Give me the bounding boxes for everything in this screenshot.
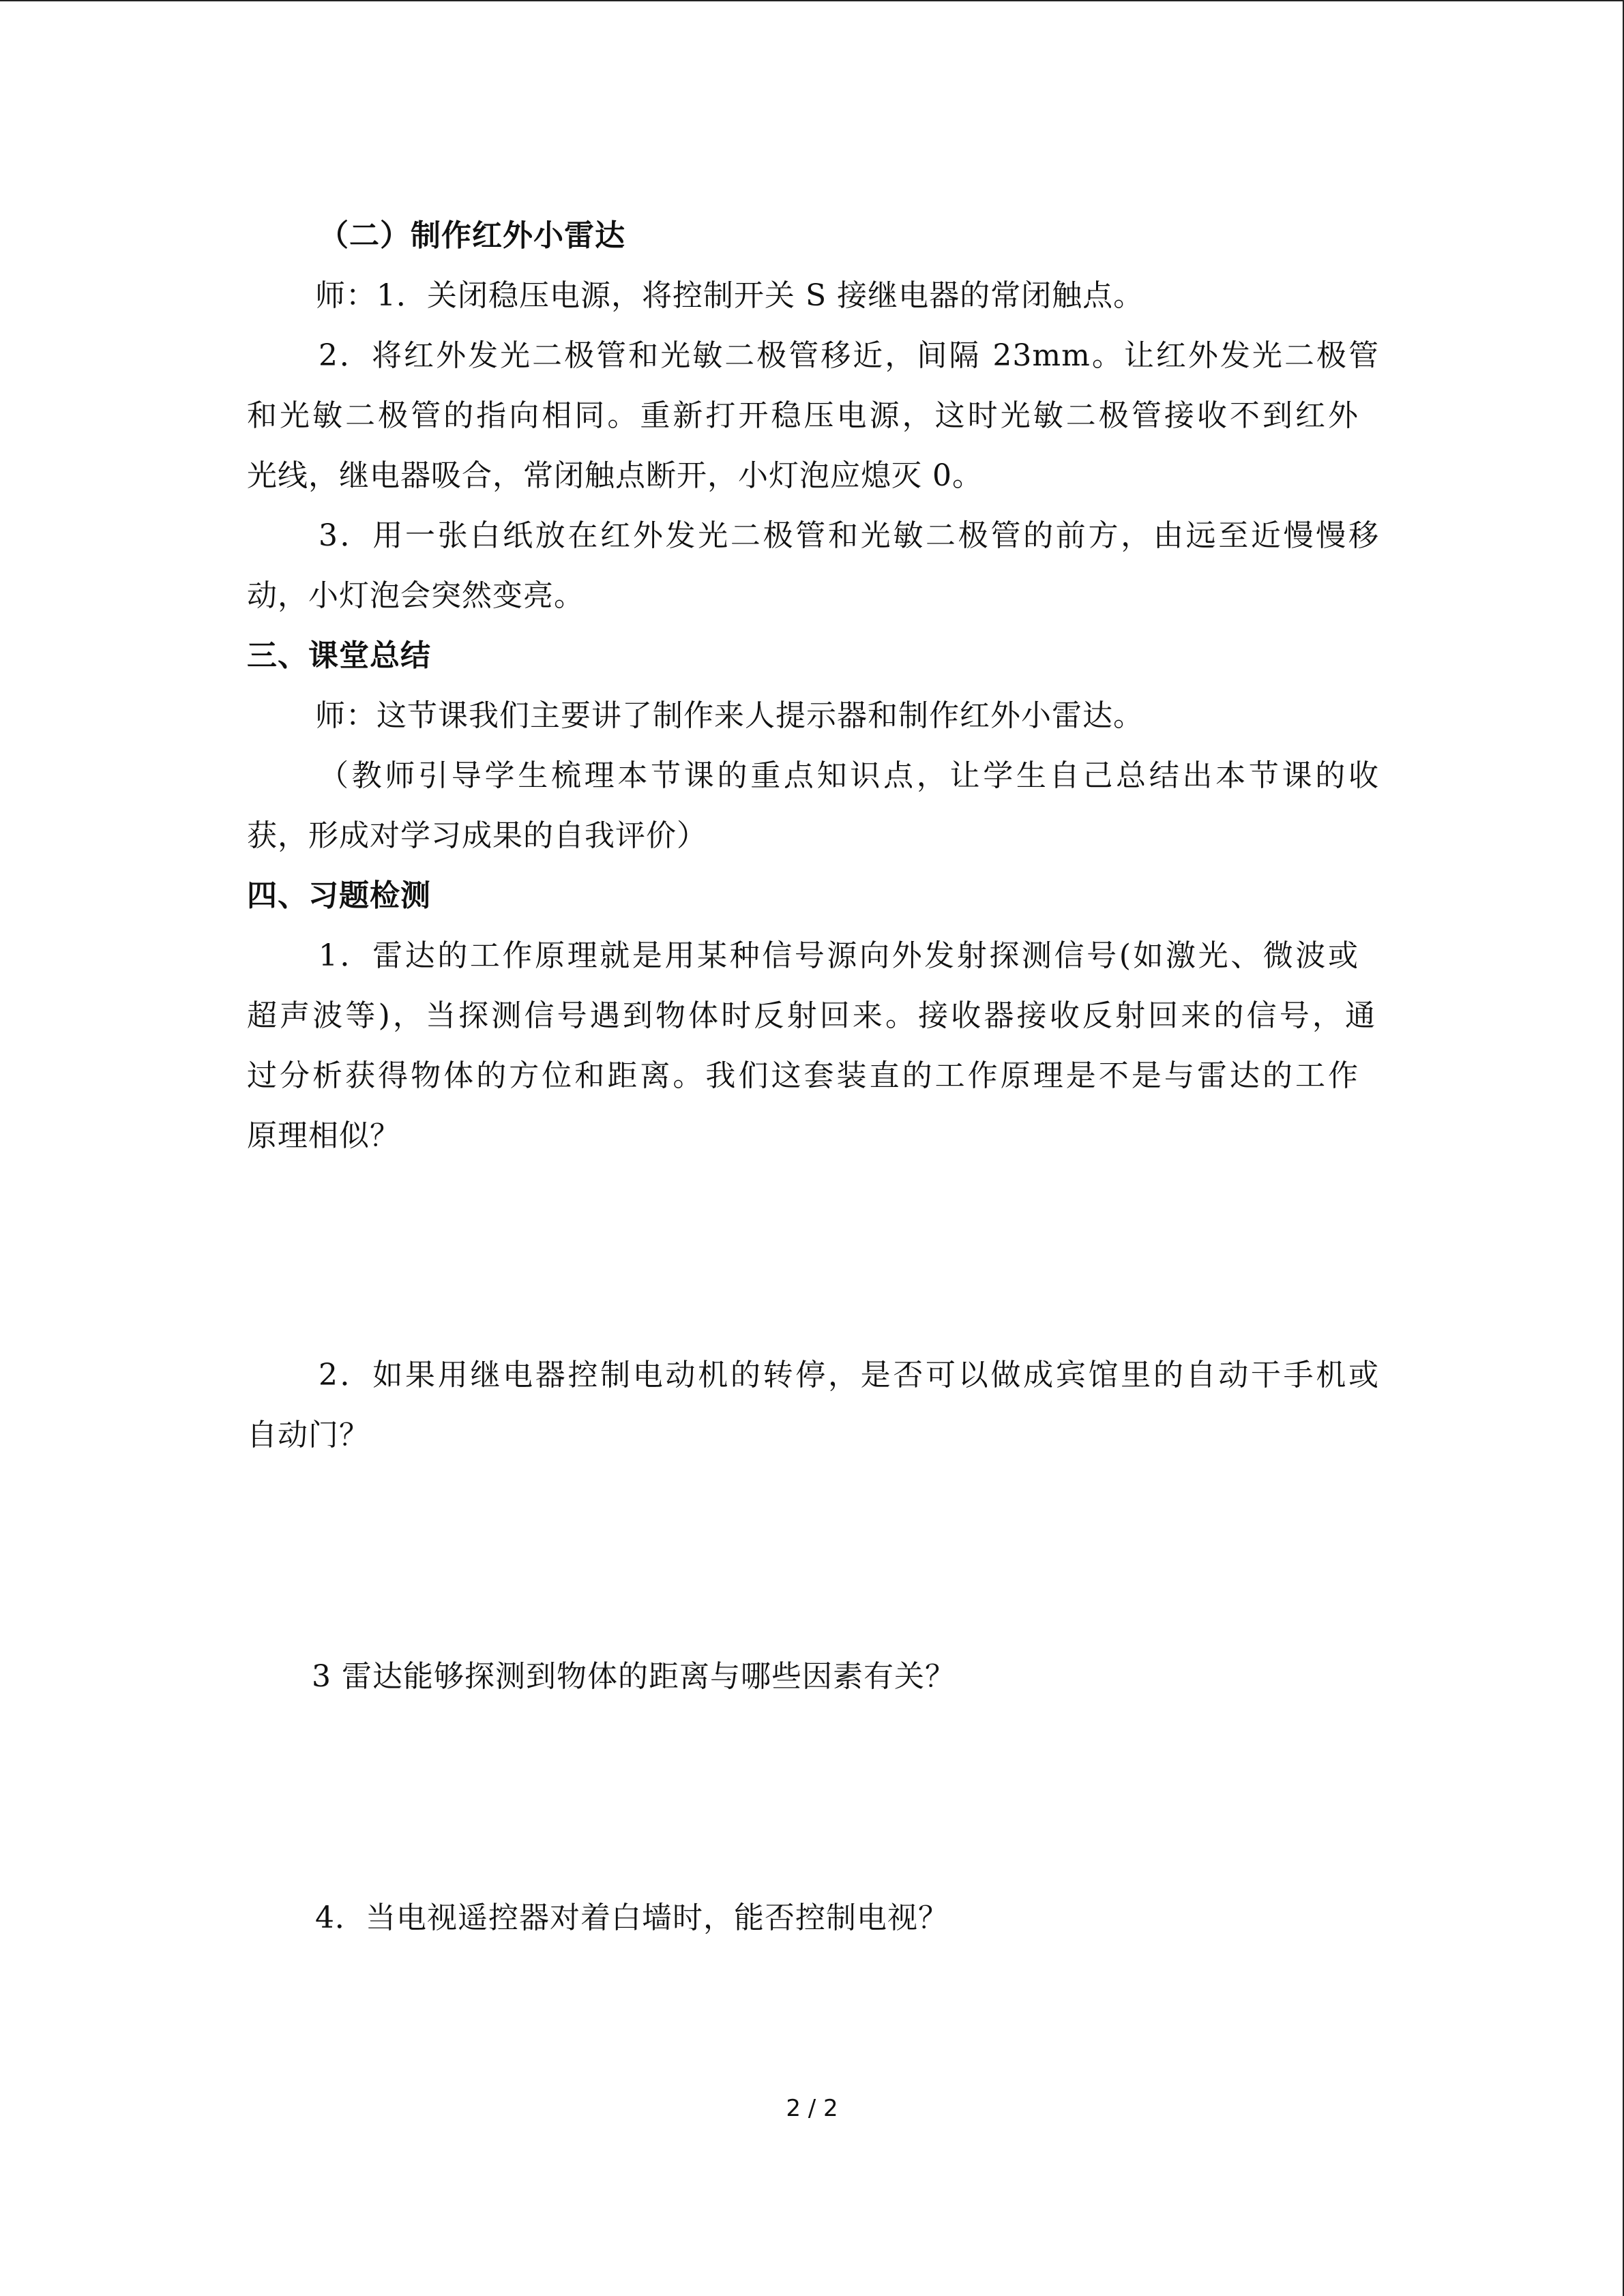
question-2-line-2: 自动门？ bbox=[247, 1418, 370, 1452]
section-heading-make-infrared-radar: （二）制作红外小雷达 bbox=[319, 218, 625, 253]
section-heading-class-summary: 三、课堂总结 bbox=[247, 638, 431, 673]
question-3: 3 雷达能够探测到物体的距离与哪些因素有关？ bbox=[312, 1659, 956, 1694]
question-1-line-4: 原理相似？ bbox=[247, 1118, 400, 1153]
page-number: 2 / 2 bbox=[786, 2095, 838, 2122]
question-4: 4．当电视遥控器对着白墙时，能否控制电视？ bbox=[315, 1900, 949, 1935]
paragraph-summary-note-line-2: 获，形成对学习成果的自我评价） bbox=[247, 818, 707, 853]
section-heading-exercises: 四、习题检测 bbox=[247, 878, 431, 913]
paragraph-summary-note-line-1: （教师引导学生梳理本节课的重点知识点，让学生自己总结出本节课的收 bbox=[319, 758, 1379, 793]
paragraph-step-1: 师：1．关闭稳压电源，将控制开关 S 接继电器的常闭触点。 bbox=[315, 278, 1145, 313]
paragraph-step-2-line-3: 光线，继电器吸合，常闭触点断开，小灯泡应熄灭 0。 bbox=[247, 458, 983, 493]
question-2-line-1: 2．如果用继电器控制电动机的转停，是否可以做成宾馆里的自动干手机或 bbox=[319, 1358, 1379, 1392]
paragraph-step-2-line-1: 2．将红外发光二极管和光敏二极管移近，间隔 23mm。让红外发光二极管 bbox=[319, 338, 1379, 373]
paragraph-step-3-line-1: 3．用一张白纸放在红外发光二极管和光敏二极管的前方，由远至近慢慢移 bbox=[319, 518, 1379, 553]
paragraph-summary-teacher: 师：这节课我们主要讲了制作来人提示器和制作红外小雷达。 bbox=[315, 698, 1144, 733]
paragraph-step-3-line-2: 动，小灯泡会突然变亮。 bbox=[247, 578, 585, 613]
paragraph-step-2-line-2: 和光敏二极管的指向相同。重新打开稳压电源，这时光敏二极管接收不到红外 bbox=[247, 398, 1359, 433]
top-border bbox=[0, 0, 1624, 1]
question-1-line-3: 过分析获得物体的方位和距离。我们这套装直的工作原理是不是与雷达的工作 bbox=[247, 1058, 1359, 1093]
question-1-line-1: 1．雷达的工作原理就是用某种信号源向外发射探测信号(如激光、微波或 bbox=[319, 938, 1359, 973]
question-1-line-2: 超声波等)，当探测信号遇到物体时反射回来。接收器接收反射回来的信号，通 bbox=[247, 998, 1376, 1033]
